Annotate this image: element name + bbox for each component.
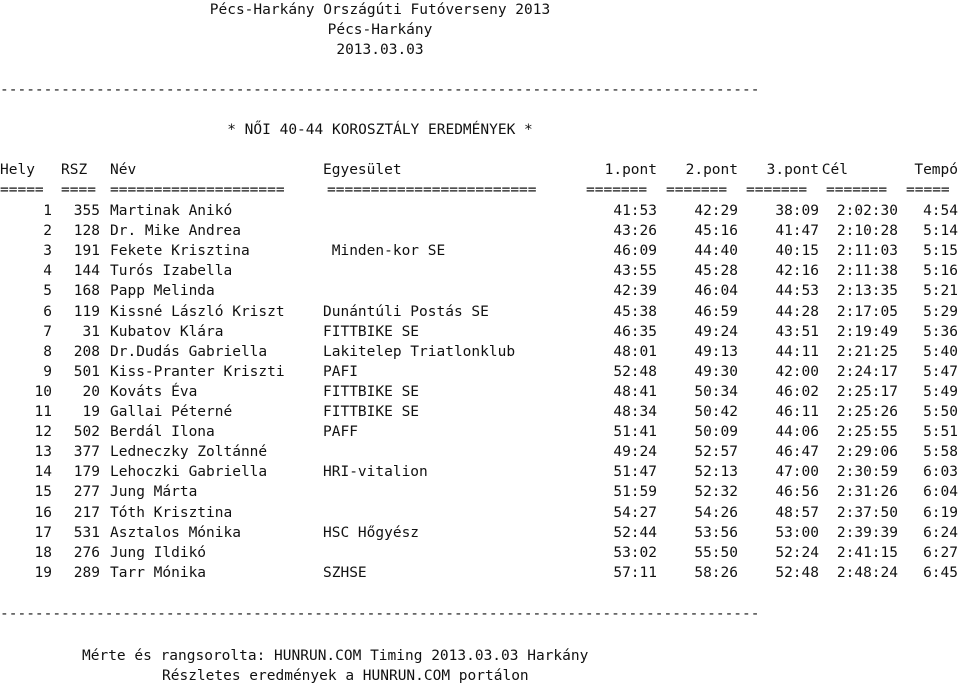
header-pont2: 2.pont <box>685 162 738 178</box>
cell-pont2: 42:29 <box>694 203 738 219</box>
table-row <box>0 503 960 523</box>
underline-hely: ===== <box>0 182 44 198</box>
table-header <box>0 160 960 180</box>
cell-tempo: 6:04 <box>923 484 958 501</box>
cell-hely: 15 <box>34 484 52 501</box>
cell-pont3: 53:00 <box>775 524 819 541</box>
footer-timing: Mérte és rangsorolta: HUNRUN.COM Timing 2013.03.03 Harkány <box>82 648 589 664</box>
cell-pont3: 47:00 <box>775 464 819 481</box>
cell-nev: Fekete Krisztina <box>110 243 250 260</box>
cell-rsz: 144 <box>73 263 100 280</box>
cell-cel: 2:21:25 <box>836 343 898 360</box>
cell-hely: 9 <box>43 363 52 380</box>
cell-pont1: 51:47 <box>613 464 657 481</box>
cell-egyesulet: FITTBIKE SE <box>323 404 420 420</box>
cell-nev: Dr. Mike Andrea <box>110 223 241 240</box>
cell-pont2: 52:13 <box>694 464 738 481</box>
cell-tempo: 5:47 <box>923 363 958 380</box>
cell-pont3: 48:57 <box>775 504 819 521</box>
header-egyesulet: Egyesület <box>323 162 402 178</box>
cell-egyesulet: FITTBIKE SE <box>323 323 420 340</box>
cell-hely: 19 <box>34 564 52 581</box>
underline-tempo: ===== <box>906 182 950 198</box>
cell-tempo: 5:51 <box>923 424 958 441</box>
cell-pont1: 46:35 <box>613 323 657 340</box>
table-row <box>0 523 960 543</box>
cell-tempo: 5:21 <box>923 283 958 300</box>
cell-cel: 2:19:49 <box>836 323 898 340</box>
cell-tempo: 5:14 <box>923 223 958 240</box>
cell-pont2: 52:57 <box>694 444 738 461</box>
cell-hely: 13 <box>34 444 52 461</box>
cell-nev: Berdál Ilona <box>110 424 215 441</box>
cell-pont3: 43:51 <box>775 323 819 340</box>
cell-pont1: 48:01 <box>613 343 657 360</box>
cell-egyesulet: Dunántúli Postás SE <box>323 303 489 320</box>
cell-pont3: 38:09 <box>775 203 819 219</box>
cell-egyesulet: Minden-kor SE <box>323 243 446 260</box>
cell-hely: 6 <box>43 303 52 320</box>
header-rsz: RSZ <box>61 162 88 178</box>
cell-rsz: 501 <box>73 363 100 380</box>
cell-pont1: 45:38 <box>613 303 657 320</box>
cell-tempo: 5:29 <box>923 303 958 320</box>
cell-pont3: 40:15 <box>775 243 819 260</box>
cell-pont1: 41:53 <box>613 203 657 219</box>
cell-hely: 4 <box>43 263 52 280</box>
cell-hely: 14 <box>34 464 52 481</box>
cell-rsz: 19 <box>82 404 100 420</box>
cell-rsz: 168 <box>73 283 100 300</box>
header-pont3: 3.pont <box>766 162 819 178</box>
header-tempo: Tempó <box>914 162 958 178</box>
cell-cel: 2:02:30 <box>836 203 898 219</box>
table-row <box>0 322 960 342</box>
cell-tempo: 6:19 <box>923 504 958 521</box>
cell-pont1: 46:09 <box>613 243 657 260</box>
cell-tempo: 6:45 <box>923 564 958 581</box>
cell-pont3: 41:47 <box>775 223 819 240</box>
cell-nev: Tarr Mónika <box>110 564 207 581</box>
race-date: 2013.03.03 <box>336 42 424 58</box>
cell-rsz: 191 <box>73 243 100 260</box>
cell-egyesulet: HRI-vitalion <box>323 464 428 481</box>
cell-pont2: 55:50 <box>694 544 738 561</box>
cell-rsz: 119 <box>73 303 100 320</box>
cell-tempo: 5:40 <box>923 343 958 360</box>
cell-hely: 2 <box>43 223 52 240</box>
cell-rsz: 179 <box>73 464 100 481</box>
separator-bottom: --------------------------------------------------------------------------------------- <box>0 606 760 622</box>
cell-pont2: 45:16 <box>694 223 738 240</box>
cell-pont2: 54:26 <box>694 504 738 521</box>
cell-tempo: 5:58 <box>923 444 958 461</box>
cell-egyesulet: HSC Hőgyész <box>323 524 420 541</box>
table-row <box>0 543 960 563</box>
cell-cel: 2:10:28 <box>836 223 898 240</box>
cell-hely: 1 <box>43 203 52 219</box>
cell-egyesulet: PAFF <box>323 424 358 441</box>
cell-pont3: 52:24 <box>775 544 819 561</box>
cell-rsz: 20 <box>82 383 100 400</box>
cell-pont1: 51:41 <box>613 424 657 441</box>
cell-rsz: 31 <box>82 323 100 340</box>
race-location: Pécs-Harkány <box>327 22 433 38</box>
cell-cel: 2:25:26 <box>836 404 898 420</box>
cell-rsz: 208 <box>73 343 100 360</box>
cell-pont2: 45:28 <box>694 263 738 280</box>
cell-tempo: 5:49 <box>923 383 958 400</box>
cell-hely: 16 <box>34 504 52 521</box>
cell-pont2: 50:09 <box>694 424 738 441</box>
cell-cel: 2:41:15 <box>836 544 898 561</box>
cell-nev: Papp Melinda <box>110 283 215 300</box>
cell-cel: 2:17:05 <box>836 303 898 320</box>
cell-pont3: 44:11 <box>775 343 819 360</box>
cell-nev: Ledneczky Zoltánné <box>110 444 268 461</box>
cell-nev: Kubatov Klára <box>110 323 224 340</box>
cell-tempo: 5:15 <box>923 243 958 260</box>
cell-pont2: 46:04 <box>694 283 738 300</box>
underline-rsz: ==== <box>61 182 96 198</box>
cell-tempo: 6:03 <box>923 464 958 481</box>
cell-hely: 8 <box>43 343 52 360</box>
header-pont1: 1.pont <box>604 162 657 178</box>
table-row <box>0 462 960 482</box>
cell-pont1: 54:27 <box>613 504 657 521</box>
cell-rsz: 217 <box>73 504 100 521</box>
cell-rsz: 277 <box>73 484 100 501</box>
cell-pont1: 51:59 <box>613 484 657 501</box>
cell-rsz: 502 <box>73 424 100 441</box>
cell-cel: 2:37:50 <box>836 504 898 521</box>
cell-cel: 2:11:03 <box>836 243 898 260</box>
cell-hely: 11 <box>34 404 52 420</box>
cell-cel: 2:11:38 <box>836 263 898 280</box>
cell-pont2: 58:26 <box>694 564 738 581</box>
cell-pont2: 50:42 <box>694 404 738 420</box>
underline-egyesulet: ======================== <box>327 182 537 198</box>
table-row <box>0 201 960 221</box>
underline-pont2: ======= <box>666 182 728 198</box>
cell-nev: Jung Ildikó <box>110 544 207 561</box>
table-row <box>0 281 960 301</box>
table-row <box>0 342 960 362</box>
cell-egyesulet: SZHSE <box>323 564 367 581</box>
cell-pont1: 48:34 <box>613 404 657 420</box>
cell-pont2: 49:30 <box>694 363 738 380</box>
cell-egyesulet: FITTBIKE SE <box>323 383 420 400</box>
cell-rsz: 289 <box>73 564 100 581</box>
cell-hely: 12 <box>34 424 52 441</box>
cell-nev: Kováts Éva <box>110 383 198 400</box>
cell-cel: 2:24:17 <box>836 363 898 380</box>
cell-nev: Gallai Péterné <box>110 404 233 420</box>
table-row <box>0 241 960 261</box>
cell-pont1: 42:39 <box>613 283 657 300</box>
cell-pont2: 53:56 <box>694 524 738 541</box>
table-row <box>0 482 960 502</box>
cell-tempo: 5:36 <box>923 323 958 340</box>
table-row <box>0 362 960 382</box>
cell-pont1: 52:48 <box>613 363 657 380</box>
cell-pont3: 46:56 <box>775 484 819 501</box>
cell-pont2: 49:24 <box>694 323 738 340</box>
cell-pont2: 49:13 <box>694 343 738 360</box>
cell-pont2: 46:59 <box>694 303 738 320</box>
cell-pont3: 44:06 <box>775 424 819 441</box>
underline-pont1: ======= <box>586 182 648 198</box>
cell-egyesulet: Lakitelep Triatlonklub <box>323 343 516 360</box>
underline-nev: ==================== <box>110 182 285 198</box>
race-title: Pécs-Harkány Országúti Futóverseny 2013 <box>209 2 551 18</box>
header-hely: Hely <box>0 162 35 178</box>
underline-pont3: ======= <box>746 182 808 198</box>
cell-cel: 2:25:17 <box>836 383 898 400</box>
table-row <box>0 402 960 422</box>
cell-hely: 3 <box>43 243 52 260</box>
cell-nev: Kiss-Pranter Kriszti <box>110 363 285 380</box>
cell-tempo: 5:50 <box>923 404 958 420</box>
header-underline <box>0 180 960 200</box>
cell-pont1: 53:02 <box>613 544 657 561</box>
table-row <box>0 261 960 281</box>
header-nev: Név <box>110 162 137 178</box>
underline-cel: ======= <box>826 182 888 198</box>
cell-nev: Dr.Dudás Gabriella <box>110 343 268 360</box>
cell-rsz: 355 <box>73 203 100 219</box>
cell-nev: Martinak Anikó <box>110 203 233 219</box>
table-row <box>0 563 960 583</box>
cell-nev: Jung Márta <box>110 484 198 501</box>
cell-pont3: 46:02 <box>775 383 819 400</box>
cell-cel: 2:31:26 <box>836 484 898 501</box>
cell-pont1: 57:11 <box>613 564 657 581</box>
cell-tempo: 6:24 <box>923 524 958 541</box>
cell-pont3: 46:47 <box>775 444 819 461</box>
cell-hely: 17 <box>34 524 52 541</box>
table-row <box>0 422 960 442</box>
cell-rsz: 276 <box>73 544 100 561</box>
cell-rsz: 531 <box>73 524 100 541</box>
table-row <box>0 442 960 462</box>
category-heading: * NŐI 40-44 KOROSZTÁLY EREDMÉNYEK * <box>227 122 533 138</box>
cell-cel: 2:39:39 <box>836 524 898 541</box>
header-cel: Cél <box>821 162 848 178</box>
cell-nev: Asztalos Mónika <box>110 524 241 541</box>
cell-tempo: 6:27 <box>923 544 958 561</box>
cell-cel: 2:25:55 <box>836 424 898 441</box>
cell-pont1: 52:44 <box>613 524 657 541</box>
cell-pont3: 46:11 <box>775 404 819 420</box>
cell-hely: 10 <box>34 383 52 400</box>
cell-nev: Tóth Krisztina <box>110 504 233 521</box>
separator-top: --------------------------------------------------------------------------------------- <box>0 82 760 98</box>
cell-pont1: 43:26 <box>613 223 657 240</box>
cell-pont2: 52:32 <box>694 484 738 501</box>
cell-nev: Kissné László Kriszt <box>110 303 285 320</box>
cell-nev: Turós Izabella <box>110 263 233 280</box>
cell-rsz: 377 <box>73 444 100 461</box>
table-row <box>0 221 960 241</box>
cell-cel: 2:48:24 <box>836 564 898 581</box>
footer-details: Részletes eredmények a HUNRUN.COM portálon <box>162 668 529 684</box>
cell-tempo: 4:54 <box>923 203 958 219</box>
cell-cel: 2:30:59 <box>836 464 898 481</box>
cell-nev: Lehoczki Gabriella <box>110 464 268 481</box>
cell-pont3: 42:00 <box>775 363 819 380</box>
cell-pont2: 50:34 <box>694 383 738 400</box>
cell-pont3: 42:16 <box>775 263 819 280</box>
cell-hely: 5 <box>43 283 52 300</box>
cell-pont1: 48:41 <box>613 383 657 400</box>
cell-pont2: 44:40 <box>694 243 738 260</box>
cell-pont3: 44:28 <box>775 303 819 320</box>
cell-hely: 18 <box>34 544 52 561</box>
cell-egyesulet: PAFI <box>323 363 358 380</box>
cell-hely: 7 <box>43 323 52 340</box>
cell-pont1: 43:55 <box>613 263 657 280</box>
cell-cel: 2:13:35 <box>836 283 898 300</box>
cell-pont1: 49:24 <box>613 444 657 461</box>
cell-pont3: 44:53 <box>775 283 819 300</box>
table-row <box>0 302 960 322</box>
cell-tempo: 5:16 <box>923 263 958 280</box>
table-row <box>0 382 960 402</box>
cell-cel: 2:29:06 <box>836 444 898 461</box>
cell-pont3: 52:48 <box>775 564 819 581</box>
cell-rsz: 128 <box>73 223 100 240</box>
